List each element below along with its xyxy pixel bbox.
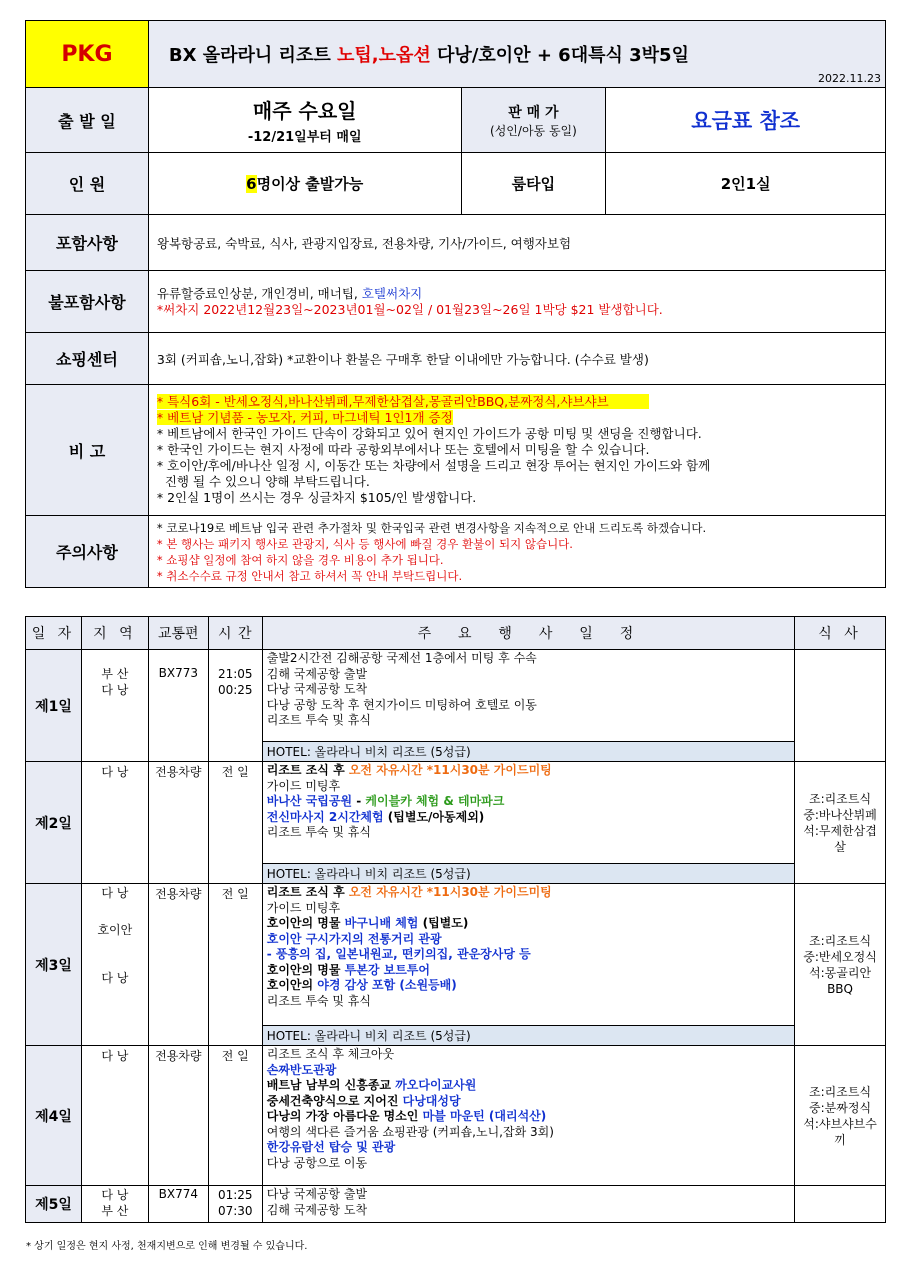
col-header-schedule: 주 요 행 사 일 정 (262, 617, 794, 650)
included-value: 왕복항공료, 숙박료, 식사, 관광지입장료, 전용차량, 기사/가이드, 여행자보험 (148, 215, 885, 271)
col-header-transport: 교통편 (148, 617, 208, 650)
remark-item: * 한국인 가이드는 현지 사정에 따라 공항외부에서나 또는 호텔에서 미팅을 할 수 있습니다. (156, 442, 650, 457)
col-header-day: 일 자 (26, 617, 82, 650)
day-1-time: 21:05 00:25 (208, 650, 262, 762)
excluded-value: 유류할증료인상분, 개인경비, 매너팁, 호텔써차지 *써차지 2022년12월23일~2023년01월~02일 / 01월23일~26일 1박당 $21 발생합니다. (148, 271, 885, 333)
day-3-schedule: 리조트 조식 후 오전 자유시간 *11시30분 가이드미팅 가이드 미팅후 호이안의 명물 바구니배 체험 (팁별도) 호이안 구시가지의 전통거리 관광 - 풍흥의 집, 일본내원교, 떤키의집, 관운장사당 등 호이안의 명물 투본강 보트투어 호이안의 야경 감상 포함 (소원등배) 리조트 투숙 및 휴식 (262, 884, 794, 1026)
day-1-region: 부 산 다 낭 (81, 650, 148, 762)
remarks-list (148, 385, 885, 516)
day-3-region: 다 낭 호이안 다 낭 (81, 884, 148, 1046)
departure-value: 매주 수요일 -12/21일부터 매일 (148, 88, 461, 153)
day-5-schedule: 다낭 국제공항 출발 김해 국제공항 도착 (262, 1186, 794, 1223)
pkg-badge: PKG (26, 21, 149, 88)
col-header-time: 시 간 (208, 617, 262, 650)
info-table (25, 20, 886, 588)
day-1-meal (795, 650, 886, 762)
day-4-label: 제4일 (26, 1046, 82, 1186)
remark-item: * 베트남 기념품 - 농모자, 커피, 마그네틱 1인1개 증정 (156, 410, 453, 425)
col-header-region: 지 역 (81, 617, 148, 650)
day-3-transport: 전용차량 (148, 884, 208, 1046)
day-1-transport: BX773 (148, 650, 208, 762)
remark-item: * 특식6회 - 반세오정식,바나산뷔페,무제한삼겹살,몽골리안BBQ,분짜정식,샤브샤브 (157, 394, 877, 410)
caution-item: * 취소수수료 규정 안내서 참고 하셔서 꼭 안내 부탁드립니다. (156, 568, 463, 583)
day-2-meal: 조:리조트식 중:바나산뷔페 석:무제한삼겹살 (795, 762, 886, 884)
caution-list (148, 516, 885, 588)
day-3-label: 제3일 (26, 884, 82, 1046)
price-label: 판 매 가 (성인/아동 동일) (461, 88, 606, 153)
day-1-label: 제1일 (26, 650, 82, 762)
package-title: BX 올라라니 리조트 노팁,노옵션 다낭/호이안 + 6대특식 3박5일 2022.11.23 (148, 21, 885, 88)
day-4-transport: 전용차량 (148, 1046, 208, 1186)
day-5-transport: BX774 (148, 1186, 208, 1223)
day-4-schedule: 리조트 조식 후 체크아웃 손짜반도관광 배트남 남부의 신흥종교 까오다이교사원 중세건축양식으로 지어진 다낭대성당 다낭의 가장 아름다운 명소인 마블 마운틴 (대리석산) 여행의 색다른 즐거움 쇼핑관광 (커피숍,노니,잡화 3회) 한강유람선 탑승 및 관광 다낭 공항으로 이동 (262, 1046, 794, 1186)
footer-note: * 상기 일정은 현지 사정, 천재지변으로 인해 변경될 수 있습니다. (26, 1241, 308, 1252)
caution-item: * 쇼핑샵 일정에 참여 하지 않을 경우 비용이 추가 됩니다. (156, 552, 444, 567)
issue-date: 2022.11.23 (818, 72, 881, 85)
day-2-schedule: 리조트 조식 후 오전 자유시간 *11시30분 가이드미팅 가이드 미팅후 바나산 국립공원 - 케이블카 체험 & 테마파크 전신마사지 2시간체험 (팁별도/아동제외) 리조트 투숙 및 휴식 (262, 762, 794, 864)
remarks-label: 비 고 (26, 385, 149, 516)
itinerary-table (25, 616, 886, 1223)
room-label: 룸타입 (461, 153, 606, 215)
day-5-label: 제5일 (26, 1186, 82, 1223)
day-2-hotel: HOTEL: 올라라니 비치 리조트 (5성급) (262, 864, 794, 884)
day-4-region: 다 낭 (81, 1046, 148, 1186)
day-2-transport: 전용차량 (148, 762, 208, 884)
day-3-time: 전 일 (208, 884, 262, 1046)
day-3-meal: 조:리조트식 중:반세오정식 석:몽골리안 BBQ (795, 884, 886, 1046)
day-2-label: 제2일 (26, 762, 82, 884)
day-5-region: 다 낭 부 산 (81, 1186, 148, 1223)
remark-item: * 베트남에서 한국인 가이드 단속이 강화되고 있어 현지인 가이드가 공항 미팅 및 샌딩을 진행합니다. (156, 426, 702, 441)
included-label: 포함사항 (26, 215, 149, 271)
shopping-label: 쇼핑센터 (26, 333, 149, 385)
people-value: 6명이상 출발가능 (148, 153, 461, 215)
day-5-time: 01:25 07:30 (208, 1186, 262, 1223)
departure-label: 출 발 일 (26, 88, 149, 153)
remark-item: 진행 될 수 있으니 양해 부탁드립니다. (156, 474, 370, 489)
people-label: 인 원 (26, 153, 149, 215)
caution-item: * 코로나19로 베트남 입국 관련 추가절차 및 한국입국 관련 변경사항을 지속적으로 안내 드리도록 하겠습니다. (156, 520, 707, 535)
excluded-label: 불포함사항 (26, 271, 149, 333)
caution-label: 주의사항 (26, 516, 149, 588)
remark-item: * 2인실 1명이 쓰시는 경우 싱글차지 $105/인 발생합니다. (156, 490, 477, 505)
remark-item: * 호이안/후에/바나산 일정 시, 이동간 또는 차량에서 설명을 드리고 현장 투어는 현지인 가이드와 함께 (156, 458, 711, 473)
day-4-meal: 조:리조트식 중:분짜정식 석:샤브샤브수끼 (795, 1046, 886, 1186)
col-header-meal: 식 사 (795, 617, 886, 650)
day-3-hotel: HOTEL: 올라라니 비치 리조트 (5성급) (262, 1026, 794, 1046)
day-1-hotel: HOTEL: 올라라니 비치 리조트 (5성급) (262, 742, 794, 762)
day-2-time: 전 일 (208, 762, 262, 884)
day-2-region: 다 낭 (81, 762, 148, 884)
price-value: 요금표 참조 (606, 88, 886, 153)
shopping-value: 3회 (커피숍,노니,잡화) *교환이나 환불은 구매후 한달 이내에만 가능합니다. (수수료 발생) (148, 333, 885, 385)
caution-item: * 본 행사는 패키지 행사로 관광지, 식사 등 행사에 빠질 경우 환불이 되지 않습니다. (156, 536, 573, 551)
day-4-time: 전 일 (208, 1046, 262, 1186)
day-5-meal (795, 1186, 886, 1223)
day-1-schedule: 출발2시간전 김해공항 국제선 1층에서 미팅 후 수속 김해 국제공항 출발 다낭 국제공항 도착 다낭 공항 도착 후 현지가이드 미팅하여 호텔로 이동 리조트 투숙 및 휴식 (262, 650, 794, 742)
room-value: 2인1실 (606, 153, 886, 215)
